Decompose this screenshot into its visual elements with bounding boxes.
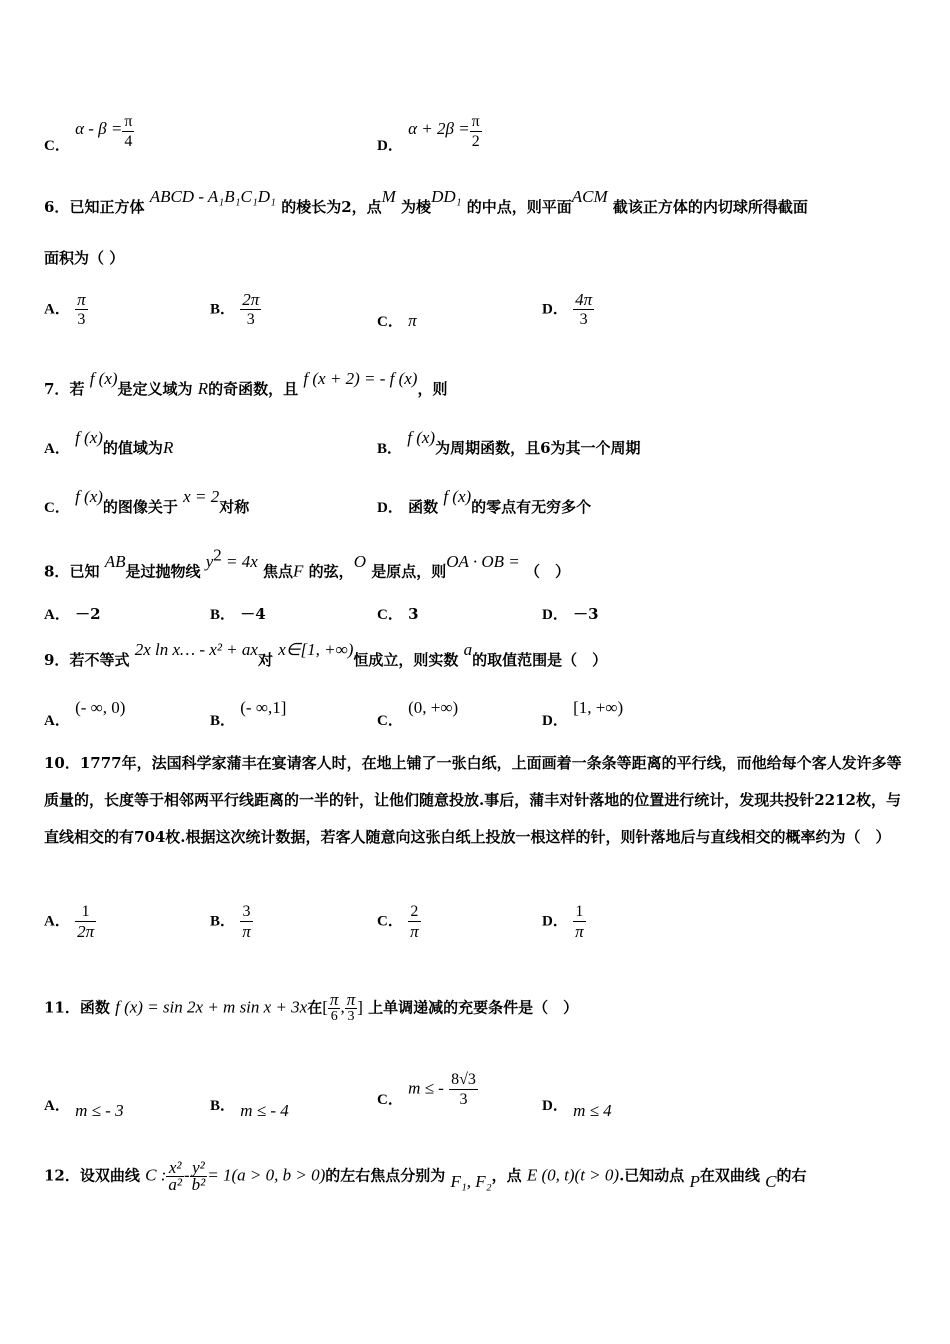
math: f (x + 2) = - f (x) bbox=[303, 369, 418, 388]
fraction: $\frac{\pi}{3}$ bbox=[77, 290, 86, 328]
q8-option-a: A． －2 bbox=[44, 605, 101, 623]
q9-option-a: A． (- ∞, 0) bbox=[44, 698, 126, 729]
q10-option-d: D． $\frac{1}{\pi}$ bbox=[542, 903, 584, 941]
math: ACM bbox=[571, 187, 608, 206]
fraction: $\frac{8√3}{3}$ bbox=[451, 1071, 476, 1108]
q6-option-c: C． π bbox=[377, 311, 417, 330]
q9-stem: 9．若不等式 2x ln x… - x² + ax对 x∈[1, +∞)恒成立，则实数 a的取值范围是（ ） bbox=[44, 640, 608, 669]
q11-stem: 11．函数 f (x) = sin 2x + m sin x + 3x在[ $\frac{\pi}{6}$ , $\frac{\pi}{3}$ ] 上单调递减的充要条件是（ ） bbox=[44, 990, 579, 1024]
q6-stem-line1: 6．已知正方体 ABCD - A₁B₁C₁D₁ 的棱长为2，点M 为棱DD₁ 的中点，则平面ACM 截该正方体的内切球所得截面 bbox=[44, 187, 808, 216]
fraction: $\frac{\pi}{2}$ bbox=[471, 113, 480, 150]
q8-option-b: B． －4 bbox=[210, 605, 266, 623]
q5-option-c bbox=[44, 112, 134, 154]
q9-option-d: D． [1, +∞) bbox=[542, 698, 624, 729]
fraction: $\frac{1}{2\pi}$ bbox=[77, 903, 95, 941]
math: f (x) bbox=[89, 369, 118, 388]
fraction: $\frac{1}{\pi}$ bbox=[575, 903, 584, 941]
math: M bbox=[381, 187, 396, 206]
q8-stem: 8．已知 AB是过抛物线 $y^2 = 4x$ 焦点F 的弦，O 是原点，则OA · OB = （ ） bbox=[44, 545, 570, 581]
q7-option-a: A． f (x)的值域为R bbox=[44, 428, 174, 457]
q7-option-b: B． f (x)为周期函数，且6为其一个周期 bbox=[377, 428, 641, 457]
math: α + 2β = bbox=[408, 118, 470, 138]
math: DD₁ bbox=[431, 187, 462, 206]
q6-option-d: D． $\frac{4\pi}{3}$ bbox=[542, 290, 593, 328]
math: R bbox=[197, 379, 209, 398]
math: ABCD - A₁B₁C₁D₁ bbox=[149, 187, 276, 206]
q10-option-b: B． $\frac{3}{\pi}$ bbox=[210, 903, 251, 941]
q11-option-d: D． m ≤ 4 bbox=[542, 1098, 612, 1120]
q9-option-c: C． (0, +∞) bbox=[377, 698, 459, 729]
q11-option-c: C． m ≤ - $\frac{8√3}{3}$ bbox=[377, 1071, 476, 1108]
fraction: $\frac{\pi}{6}$ bbox=[329, 990, 339, 1024]
q11-option-a: A． m ≤ - 3 bbox=[44, 1098, 124, 1120]
fraction: $\frac{2\pi}{3}$ bbox=[242, 290, 260, 328]
q5-option-d bbox=[377, 112, 482, 154]
math: α - β = bbox=[75, 118, 123, 138]
q9-option-b: B． (- ∞,1] bbox=[210, 698, 287, 729]
math: f (x) = sin 2x + m sin x + 3x bbox=[115, 997, 308, 1017]
q6-option-a: A． $\frac{\pi}{3}$ bbox=[44, 290, 86, 328]
fraction: $\frac{2}{\pi}$ bbox=[410, 903, 419, 941]
q10-option-c: C． $\frac{2}{\pi}$ bbox=[377, 903, 419, 941]
fraction: $\frac{\text{x²}}{\text{a²}}$ bbox=[168, 1158, 182, 1194]
q7-stem: 7．若 f (x)是定义域为 R的奇函数，且 f (x + 2) = - f (x)，则 bbox=[44, 369, 448, 398]
fraction: $\frac{4\pi}{3}$ bbox=[575, 290, 593, 328]
q7-option-d: D． 函数 f (x)的零点有无穷多个 bbox=[377, 487, 592, 516]
fraction: $\frac{3}{\pi}$ bbox=[242, 903, 251, 941]
option-label: D． bbox=[377, 137, 403, 154]
fraction: $\frac{\pi}{3}$ bbox=[346, 990, 356, 1024]
q10-option-a: A． $\frac{1}{2\pi}$ bbox=[44, 903, 95, 941]
q12-stem: 12．设双曲线 C : $\frac{\text{x²}}{\text{a²}}$ - $\frac{\text{y²}}{\text{b²}}$ = 1(a > 0, b > 0)的左右焦点分别为 F₁, F₂，点 E (0, t)(t > 0).已知动点 P在双曲线 C的右 bbox=[44, 1158, 807, 1194]
q11-option-b: B． m ≤ - 4 bbox=[210, 1098, 289, 1120]
q6-stem-line2: 面积为（ ） bbox=[44, 249, 125, 267]
q7-option-c: C． f (x)的图像关于 x = 2对称 bbox=[44, 487, 250, 516]
q8-option-d: D． －3 bbox=[542, 605, 599, 623]
fraction: $\frac{\pi}{4}$ bbox=[124, 113, 133, 150]
math: $y^2 = 4x$ bbox=[205, 545, 258, 571]
q6-option-b: B． $\frac{2\pi}{3}$ bbox=[210, 290, 260, 328]
fraction: $\frac{\text{y²}}{\text{b²}}$ bbox=[191, 1158, 206, 1194]
option-label: C． bbox=[44, 137, 70, 154]
q10-stem: 10．1777年，法国科学家蒲丰在宴请客人时，在地上铺了一张白纸，上面画着一条条等距离的平行线，而他给每个客人发许多等质量的，长度等于相邻两平行线距离的一半的针，让他们随意投放.事后，蒲丰对针落地的位置进行统计，发现共投针2212枚，与直线相交的有704枚.根据这次统计数据，若客人随意向这张白纸上投放一根这样的针，则针落地后与直线相交的概率约为（ ） bbox=[44, 754, 902, 846]
q8-option-c: C． 3 bbox=[377, 605, 419, 623]
